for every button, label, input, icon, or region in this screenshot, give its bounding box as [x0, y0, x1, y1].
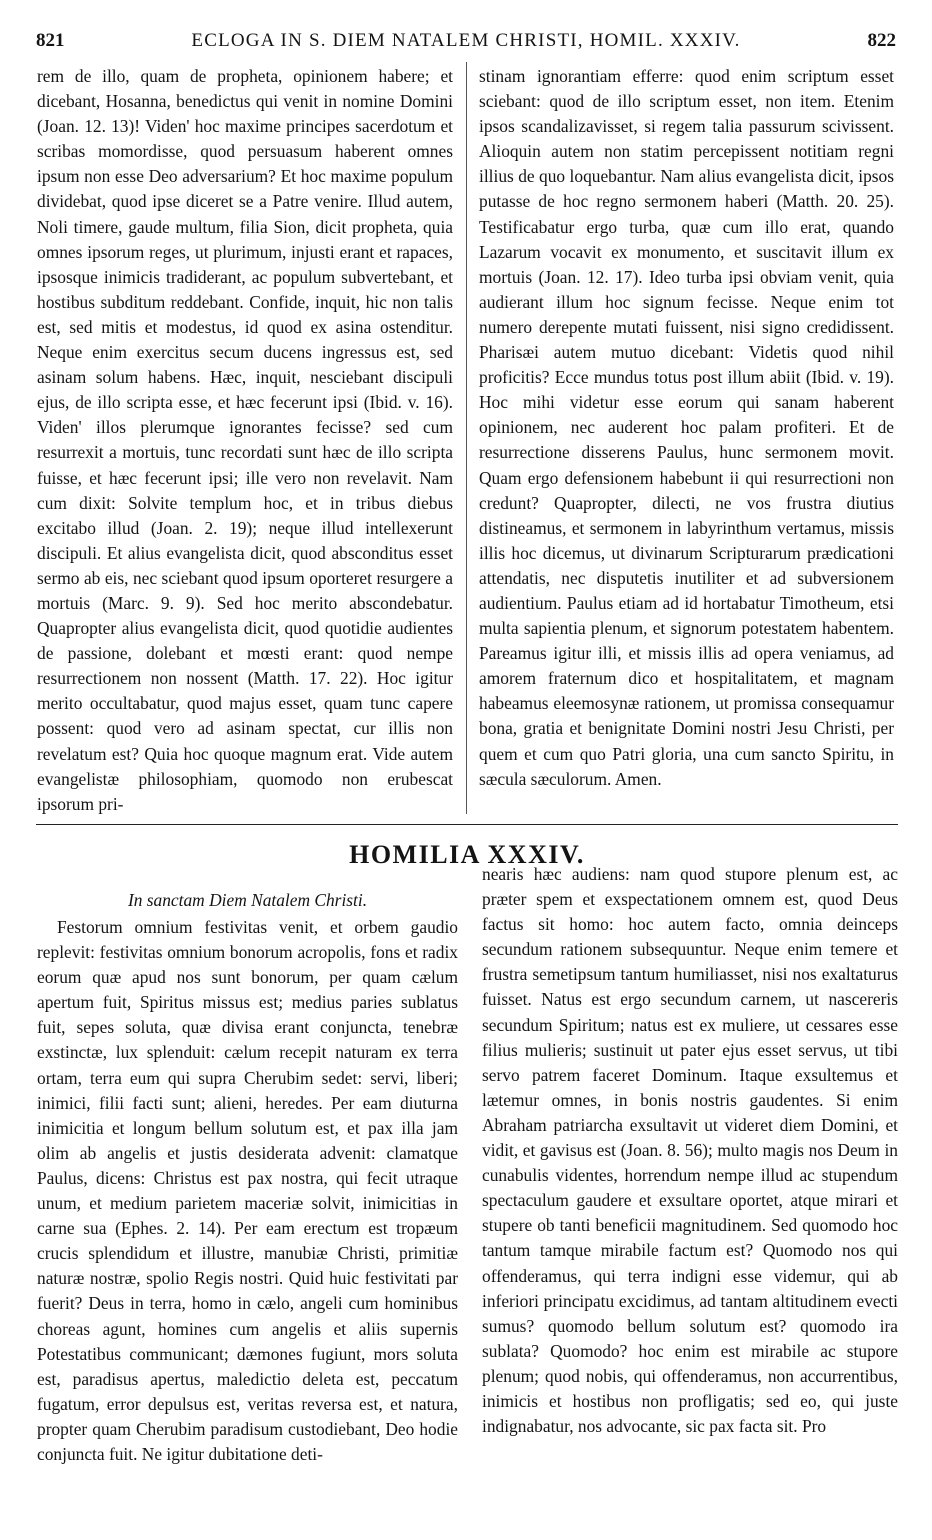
homily-subtitle: In sanctam Diem Natalem Christi.	[127, 890, 368, 910]
section-rule	[36, 824, 898, 825]
text-column-bottom-left	[37, 915, 458, 1467]
text-column-top-left	[37, 64, 453, 817]
text-column-top-right	[479, 64, 894, 792]
paragraph: rem de illo, quam de propheta, opinionem habere; et dicebant, Hosanna, benedictus qui venit in nomine Domini (Joan. 12. 13)! Viden' hoc maxime principes sacerdotum et scribas momordisse, quod persuasum haberent omnes ipsum non esse Deo adversarium? Et hoc maxime populum dividebat, quod ipse diceret se a Patre venire. Illud autem, Noli timere, gaude multum, filia Sion, dicit propheta, quia omnes ipsorum reges, ut plurimum, injusti erant et rapaces, ipsosque inimicis tradiderant, ac populum subvertebant, et hostibus subditum reddebant. Confide, inquit, hic non talis est, sed mitis et modestus, id quod ex asina ostenditur. Neque enim exercitus secum ducens ingressus est, sed asinam solum habens. Hæc, inquit, nesciebant discipuli ejus, de illo scripta esse, et hæc fecerunt ipsi (Ibid. v. 16). Viden' illos plerumque ignorantes fecisse? sed cum resurrexit a mortuis, tunc recordati sunt hæc de illo scripta fuisse, et hæc fecerunt ipsi; ille vero non revelavit. Nam cum dixit: Solvite templum hoc, et in tribus diebus excitabo illud (Joan. 2. 19); neque illud intellexerunt discipuli. Et alius evangelista dicit, quod absconditus esset sermo ab eis, nec sciebant quod ipsum oporteret resurgere a mortuis (Marc. 9. 9). Sed hoc merito abscondebatur. Quapropter alius evangelista dicit, quod quotidie audientes de passione, dolebant et mœsti erant: quod nempe resurrectionem non nossent (Matth. 17. 22). Hoc igitur merito occultabatur, quod majus esset, quam tunc capere possent: quod vero ad asinam spectat, cur illis non revelatum est? Quia hoc quoque magnum erat. Vide autem evangelistæ philosophiam, quomodo non erubescat ipsorum pri-	[37, 66, 453, 814]
running-title: ECLOGA IN S. DIEM NATALEM CHRISTI, HOMIL. XXXIV.	[191, 30, 741, 51]
homily-title: HOMILIA XXXIV.	[349, 840, 585, 869]
text-column-bottom-right	[482, 862, 898, 1439]
paragraph: stinam ignorantiam efferre: quod enim scriptum esset sciebant: quod de illo scriptum esset, non item. Etenim ipsos scandalizavisset, si regem talia passurum scivissent. Alioquin autem non statim percepissent notitiam regni illius de quo loquebantur. Nam alius evangelista dicit, ipsos putasse de hoc regno sermonem haberi (Matth. 20. 25). Testificabatur ergo turba, quæ cum illo erat, quando Lazarum vocavit ex monumento, et suscitavit illum ex mortuis (Joan. 12. 17). Ideo turba ipsi obviam venit, quia audierant illum hoc signum fecisse. Neque enim tot numero derepente mutati fuissent, nisi signo credidissent. Pharisæi autem mutuo dicebant: Videtis quod nihil proficitis? Ecce mundus totus post illum abiit (Ibid. v. 19). Hoc mihi videtur esse eorum qui sanam haberent opinionem, nec auderent hoc palam profiteri. Et de resurrectione disserens Paulus, hunc sermonem movit. Quam ergo defensionem habebunt ii qui resurrectioni non credunt? Quapropter, dilecti, ne vos frustra diutius distineamus, et sermonem in labyrinthum vertamus, missis illis hoc dicemus, ut divinarum Scripturarum prædicationi attendatis, nec disputetis inutiliter et ad subversionem audientium. Paulus etiam ad id hortabatur Timotheum, etsi multa sapientia plenum, et signorum potestatem habentem. Pareamus igitur illi, et missis illis ad opera veniamus, ad amorem fraternum dico et hospitalitatem, et magnam habeamus eleemosynæ rationem, ut promissa consequamur bona, gratia et benignitate Domini nostri Jesu Christi, per quem et cum quo Patri gloria, una cum sancto Spiritu, in sæcula sæculorum. Amen.	[479, 66, 894, 789]
running-header	[36, 30, 896, 58]
paragraph: Festorum omnium festivitas venit, et orbem gaudio replevit: festivitas omnium bonorum acropolis, fons et radix eorum quæ apud nos sunt bonorum, per quam cælum apertum fuit, Spiritus missus est; medius paries sublatus fuit, sepes soluta, quæ divisa erant conjuncta, tenebræ exstinctæ, lux splenduit: cælum recepit naturam ex terra ortam, terra eum qui supra Cherubim sedet: servi, liberi; inimici, filii facti sunt; alieni, heredes. Per eam diuturna inimicitia et longum bellum solutum est, et pax illa jam olim ab angelis et justis desiderata advenit: clamatque Paulus, dicens: Christus est pax nostra, qui fecit utraque unum, et medium parietem maceriæ solvit, inimicitias in carne sua (Ephes. 2. 14). Per eam erectum est tropæum crucis splendidum et illustre, manubiæ Christi, primitiæ naturæ nostræ, spolio Regis nostri. Quid huic festivitati par fuerit? Deus in terra, homo in cælo, angeli cum hominibus choreas agunt, homines cum angelis et aliis supernis Potestatibus communicant; dæmones fugiunt, mors soluta est, paradisus apertus, maledictio deleta est, peccatum fugatum, error depulsus est, veritas reversa est, et natura, propter quam Cherubim paradisum custodiebant, Deo hodie conjuncta fuit. Ne igitur dubitatione deti-	[37, 917, 458, 1464]
column-divider	[466, 62, 467, 814]
page-number-right: 822	[867, 30, 896, 51]
paragraph: nearis hæc audiens: nam quod stupore plenum est, ac præter spem et exspectationem omnem est, quod Deus factus sit homo: hoc autem facto, omnia deinceps secundum rationem subsequuntur. Neque enim temere et frustra semetipsum tantum humiliasset, nisi nos exaltaturus fuisset. Natus est ergo secundum carnem, ut nascereris secundum Spiritum; natus est ex muliere, ut cessares esse filius mulieris; sustinuit ut pater ejus esset servus, ut tibi servo patrem faceret Dominum. Itaque exsultemus et lætemur omnes, in bonis nostris gaudentes. Si enim Abraham patriarcha exsultavit ut videret diem Domini, et vidit, et gavisus est (Joan. 8. 56); multo magis nos Deum in cunabulis videntes, horrendum nempe illud ac stupendum spectaculum gaudere et exsultare oportet, atque mirari et stupere ob tanti beneficii magnitudinem. Sed quomodo hoc tantum tamque mirabile factum est? Quomodo nos qui offenderamus, qui terra indigni esse videmur, qui ab inferiori principatu excidimus, ad tantam altitudinem evecti sumus? quomodo bellum solutum est? quomodo ira sublata? Quomodo? hoc enim est mirabile ac stupore plenum; quod nobis, qui offenderamus, non accurrentibus, inimicis et hostibus non profligatis; sed eo, qui juste indignabatur, nos advocante, sic pax facta sit. Pro	[482, 864, 898, 1437]
page-number-left: 821	[36, 30, 65, 51]
